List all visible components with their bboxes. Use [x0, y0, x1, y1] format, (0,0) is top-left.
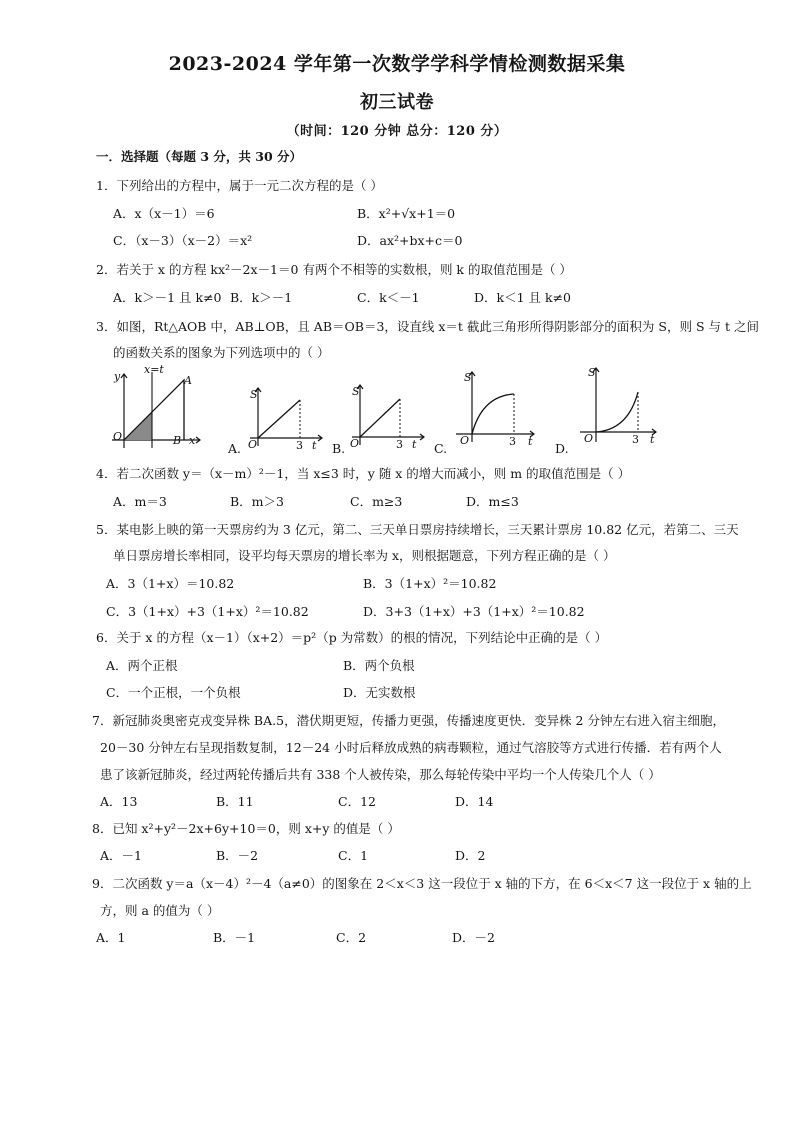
exam-subtitle: 初三试卷 [360, 92, 434, 113]
q2-option-b: B．k＞－1 [230, 290, 293, 305]
q5-option-c: C．3（1+x）+3（1+x）²＝10.82 [106, 604, 309, 619]
q4-option-d: D．m≤3 [466, 494, 519, 509]
q3-option-b-graph [346, 379, 428, 449]
q5-stem-line2: 单日票房增长率相同，设平均每天票房的增长率为 x，则根据题意，下列方程正确的是（ ） [113, 548, 616, 563]
q5-stem-line1: 5．某电影上映的第一天票房约为 3 亿元，第二、三天单日票房持续增长，三天累计票房 10.82 亿元，若第二、三天 [96, 522, 739, 537]
q9-stem-line2: 方，则 a 的值为（ ） [100, 903, 220, 918]
q3-option-a-label: A. [228, 441, 242, 456]
q3-option-b-label: B. [332, 441, 346, 456]
q6-option-b: B．两个负根 [343, 658, 415, 673]
q5-option-b: B．3（1+x）²＝10.82 [363, 576, 497, 591]
label-o: O [460, 434, 470, 447]
q2-option-a: A．k＞－1 且 k≠0 [113, 290, 222, 305]
q6-option-c: C．一个正根，一个负根 [106, 685, 241, 700]
triangle-aob [124, 380, 184, 440]
q8-option-c: C．1 [338, 848, 369, 863]
q1-stem: 1．下列给出的方程中，属于一元二次方程的是（ ） [96, 178, 383, 193]
q3-option-c-label: C. [434, 441, 448, 456]
q2-stem: 2．若关于 x 的方程 kx²－2x－1＝0 有两个不相等的实数根，则 k 的取值范围是（ ） [96, 262, 572, 277]
label-s: S [352, 385, 360, 398]
q9-stem-line1: 9．二次函数 y＝a（x－4）²－4（a≠0）的图象在 2＜x＜3 这一段位于 x 轴的下方，在 6＜x＜7 这一段位于 x 轴的上 [92, 876, 752, 891]
q6-stem: 6．关于 x 的方程（x－1）（x+2）＝p²（p 为常数）的根的情况，下列结论中正确的是（ ） [96, 630, 608, 645]
label-y: y [114, 370, 121, 383]
q5-option-d: D．3+3（1+x）+3（1+x）²＝10.82 [363, 604, 585, 619]
q8-stem: 8．已知 x²+y²－2x+6y+10＝0，则 x+y 的值是（ ） [92, 821, 400, 836]
curve [360, 399, 400, 437]
curve [596, 392, 638, 432]
q2-option-c: C．k＜－1 [357, 290, 420, 305]
q4-stem: 4．若二次函数 y＝（x－m）²－1，当 x≤3 时，y 随 x 的增大而减小，则 m 的取值范围是（ ） [96, 466, 631, 481]
q7-stem-line2: 20－30 分钟左右呈现指数复制，12－24 小时后释放成熟的病毒颗粒，通过气溶胶等方式进行传播．若有两个人 [100, 740, 722, 755]
label-3: 3 [396, 438, 403, 451]
q5-option-a: A．3（1+x）＝10.82 [106, 576, 235, 591]
q7-option-a: A．13 [100, 794, 138, 809]
q6-option-d: D．无实数根 [343, 685, 416, 700]
q8-option-b: B．－2 [216, 848, 259, 863]
q4-option-b: B．m＞3 [230, 494, 284, 509]
q3-option-d-label: D. [555, 441, 569, 456]
q3-option-c-graph [448, 366, 538, 446]
q4-option-a: A．m＝3 [113, 494, 167, 509]
label-3: 3 [509, 435, 516, 448]
q4-option-c: C．m≥3 [350, 494, 403, 509]
q1-option-b: B．x²+√x+1＝0 [357, 206, 456, 221]
label-t: t [312, 439, 317, 452]
q7-stem-line3: 患了该新冠肺炎，经过两轮传播后共有 338 个人被传染，那么每轮传染中平均一个人传染几个人（ ） [100, 767, 661, 782]
q9-option-b: B．－1 [213, 930, 256, 945]
exam-meta: （时间：120 分钟 总分：120 分） [286, 124, 508, 139]
q3-triangle-figure [104, 363, 204, 450]
q3-stem-line2: 的函数关系的图象为下列选项中的（ ） [113, 345, 330, 360]
label-s: S [464, 371, 472, 384]
q8-option-d: D．2 [455, 848, 486, 863]
q3-option-d-graph [574, 362, 660, 444]
label-3: 3 [632, 433, 639, 446]
label-o: O [248, 438, 258, 451]
label-t: t [650, 433, 655, 446]
curve [472, 394, 514, 434]
q3-option-a-graph [244, 382, 326, 450]
label-x: x [189, 434, 196, 447]
section-heading: 一．选择题（每题 3 分，共 30 分） [96, 149, 303, 164]
label-b: B [173, 434, 182, 447]
label-s: S [250, 388, 258, 401]
label-3: 3 [296, 439, 303, 452]
label-a: A [184, 374, 192, 387]
q9-option-a: A．1 [96, 930, 126, 945]
label-o: O [350, 437, 360, 450]
q7-option-d: D．14 [455, 794, 494, 809]
label-t: t [528, 435, 533, 448]
q3-stem-line1: 3．如图，Rt△AOB 中，AB⊥OB，且 AB＝OB＝3，设直线 x＝t 截此三角形所得阴影部分的面积为 S，则 S 与 t 之间 [96, 319, 759, 334]
q8-option-a: A．－1 [100, 848, 142, 863]
q7-option-b: B．11 [216, 794, 254, 809]
q1-option-a: A．x（x－1）＝6 [113, 206, 215, 221]
q7-option-c: C．12 [338, 794, 376, 809]
q9-option-c: C．2 [336, 930, 367, 945]
q1-option-d: D．ax²+bx+c＝0 [357, 233, 463, 248]
exam-title: 2023-2024 学年第一次数学学科学情检测数据采集 [168, 53, 626, 75]
label-s: S [588, 366, 596, 379]
q7-stem-line1: 7．新冠肺炎奥密克戎变异株 BA.5，潜伏期更短，传播力更强，传播速度更快．变异株 2 分钟左右进入宿主细胞， [92, 713, 725, 728]
q2-option-d: D．k＜1 且 k≠0 [474, 290, 571, 305]
q1-option-c: C．（x－3）（x－2）＝x² [113, 233, 253, 248]
q6-option-a: A．两个正根 [106, 658, 178, 673]
label-t: t [412, 438, 417, 451]
label-o: O [584, 432, 594, 445]
q9-option-d: D．－2 [452, 930, 495, 945]
curve [258, 400, 300, 438]
label-o: O [113, 430, 123, 443]
label-x-eq-t: x=t [144, 363, 164, 376]
